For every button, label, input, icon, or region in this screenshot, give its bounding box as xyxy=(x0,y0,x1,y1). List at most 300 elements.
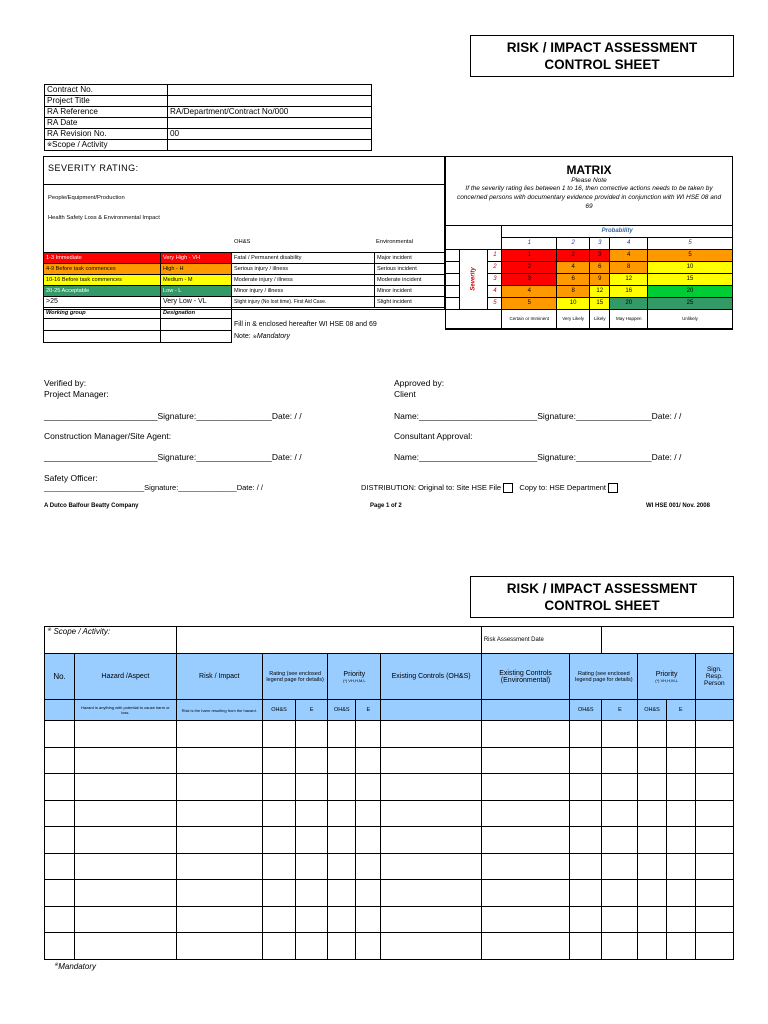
info-label: RA Reference xyxy=(45,107,168,118)
col-ohs-heading: OH&S xyxy=(234,239,251,245)
ohs-cell: Fatal / Permanent disability xyxy=(232,253,375,264)
blank xyxy=(695,700,733,721)
client-label: Client xyxy=(394,389,416,399)
ra-date-label: Risk Assessment Date xyxy=(481,627,602,654)
priority-sub: (*) VH,H,M,L xyxy=(342,677,366,683)
mandatory-mark: ※ xyxy=(47,142,53,148)
entry-cell[interactable] xyxy=(45,800,75,827)
sev-row-num: 3 xyxy=(488,273,502,285)
sev-row-num: 5 xyxy=(488,297,502,309)
entry-cell[interactable] xyxy=(176,774,262,801)
entry-cell[interactable] xyxy=(381,853,481,880)
matrix-cell: 3 xyxy=(502,273,557,285)
entry-cell[interactable] xyxy=(356,827,381,854)
entry-cell[interactable] xyxy=(666,747,695,774)
entry-cell[interactable] xyxy=(176,880,262,907)
rating-cell: Medium - M xyxy=(161,275,232,286)
entry-cell[interactable] xyxy=(666,827,695,854)
entry-cell[interactable] xyxy=(356,747,381,774)
entry-cell[interactable] xyxy=(570,906,602,933)
blank xyxy=(232,308,445,319)
matrix-cell: 5 xyxy=(502,297,557,309)
matrix-cell: 6 xyxy=(557,273,590,285)
entry-cell[interactable] xyxy=(638,747,666,774)
entry-cell[interactable] xyxy=(296,721,328,748)
blank xyxy=(446,297,460,309)
ra-date-value[interactable] xyxy=(602,627,734,654)
entry-cell[interactable] xyxy=(638,827,666,854)
table-row xyxy=(44,331,445,343)
matrix-cell: 16 xyxy=(610,285,648,297)
entry-cell[interactable] xyxy=(45,880,75,907)
entry-cell[interactable] xyxy=(570,774,602,801)
entry-cell[interactable] xyxy=(638,774,666,801)
working-group-label: Working group xyxy=(44,308,161,319)
header-row xyxy=(45,654,734,700)
prob-label: Very Likely xyxy=(557,309,590,328)
entry-cell[interactable] xyxy=(75,800,176,827)
entry-cell[interactable] xyxy=(602,933,638,960)
entry-cell[interactable] xyxy=(296,747,328,774)
pm-signature-line[interactable]: ________________________Signature:________________Date: / / xyxy=(44,411,302,421)
entry-cell[interactable] xyxy=(602,774,638,801)
range-cell: 4-9 Before task commences xyxy=(44,264,161,275)
entry-cell[interactable] xyxy=(602,800,638,827)
matrix-cell: 6 xyxy=(590,261,610,273)
entry-cell[interactable] xyxy=(356,721,381,748)
table-row xyxy=(44,286,445,297)
col-priority2 xyxy=(638,654,695,700)
entry-cell[interactable] xyxy=(570,933,602,960)
entry-cell[interactable] xyxy=(262,906,295,933)
entry-cell[interactable] xyxy=(666,853,695,880)
entry-cell[interactable] xyxy=(695,721,733,748)
ohs-cell: Slight injury (No lost time). First Aid Case. xyxy=(232,297,375,308)
sub-ohs: OH&S xyxy=(570,700,602,721)
entry-cell[interactable] xyxy=(45,774,75,801)
designation-label: Designation xyxy=(161,308,232,319)
rating-cell: High - H xyxy=(161,264,232,275)
entry-cell[interactable] xyxy=(328,880,356,907)
entry-cell[interactable] xyxy=(481,774,569,801)
entry-cell[interactable] xyxy=(75,853,176,880)
col-controls-env: Existing Controls (Environmental) xyxy=(481,654,569,700)
env-cell: Serious incident xyxy=(375,264,445,275)
matrix-cell: 2 xyxy=(557,249,590,261)
table-row xyxy=(44,253,445,264)
entry-cell[interactable] xyxy=(570,827,602,854)
entry-cell[interactable] xyxy=(176,747,262,774)
mandatory-mark: ※ xyxy=(252,333,257,340)
entry-cell[interactable] xyxy=(638,853,666,880)
info-row xyxy=(45,107,372,118)
env-cell: Slight incident xyxy=(375,297,445,308)
entry-cell[interactable] xyxy=(296,880,328,907)
entry-cell[interactable] xyxy=(381,933,481,960)
entry-cell[interactable] xyxy=(695,827,733,854)
probability-label: Probability xyxy=(502,226,733,238)
entry-cell[interactable] xyxy=(45,906,75,933)
matrix-cell: 25 xyxy=(648,297,733,309)
entry-cell[interactable] xyxy=(296,933,328,960)
entry-cell[interactable] xyxy=(176,906,262,933)
entry-cell[interactable] xyxy=(328,721,356,748)
entry-cell[interactable] xyxy=(356,933,381,960)
blank xyxy=(446,261,460,273)
matrix-table xyxy=(445,225,733,329)
entry-cell[interactable] xyxy=(481,721,569,748)
entry-cell[interactable] xyxy=(602,747,638,774)
note-cell xyxy=(232,331,445,343)
info-value[interactable] xyxy=(168,140,372,151)
entry-cell[interactable] xyxy=(602,853,638,880)
info-value[interactable]: RA/Department/Contract No/000 xyxy=(168,107,372,118)
entry-cell[interactable] xyxy=(638,800,666,827)
matrix-title: MATRIX xyxy=(566,163,612,177)
range-cell: 1-3 Immediate xyxy=(44,253,161,264)
entry-cell[interactable] xyxy=(481,853,569,880)
matrix-cell: 2 xyxy=(502,261,557,273)
entry-cell[interactable] xyxy=(638,933,666,960)
sheet1-title-box xyxy=(470,35,734,77)
entry-cell[interactable] xyxy=(356,853,381,880)
matrix-cell: 1 xyxy=(502,249,557,261)
entry-cell[interactable] xyxy=(602,880,638,907)
doc-ref-footer: WI HSE 001/ Nov. 2008 xyxy=(646,503,710,509)
entry-cell[interactable] xyxy=(570,800,602,827)
table-row xyxy=(45,853,734,880)
site-hse-checkbox[interactable] xyxy=(503,483,513,493)
matrix-cell: 3 xyxy=(590,249,610,261)
table-row xyxy=(44,319,445,331)
blank xyxy=(446,249,460,261)
table-row xyxy=(446,273,733,285)
info-row xyxy=(45,96,372,107)
entry-cell[interactable] xyxy=(481,906,569,933)
blank xyxy=(446,237,502,249)
col-sign: Sign. Resp. Person xyxy=(695,654,733,700)
designation-cell[interactable] xyxy=(161,319,232,331)
sheet1-title-line1: RISK / IMPACT ASSESSMENT xyxy=(506,40,698,55)
entry-cell[interactable] xyxy=(695,747,733,774)
info-label xyxy=(45,140,168,151)
table-row xyxy=(446,226,733,238)
prob-col-header: 1 xyxy=(502,237,557,249)
entry-cell[interactable] xyxy=(296,800,328,827)
entry-cell[interactable] xyxy=(695,933,733,960)
prob-col-header: 2 xyxy=(557,237,590,249)
project-manager-label: Project Manager: xyxy=(44,389,109,399)
severity-table xyxy=(43,252,445,343)
matrix-cell: 20 xyxy=(648,285,733,297)
entry-cell[interactable] xyxy=(75,721,176,748)
sub-e: E xyxy=(356,700,381,721)
entry-cell[interactable] xyxy=(262,800,295,827)
rating-cell: Very Low - VL xyxy=(161,297,232,308)
entry-cell[interactable] xyxy=(666,880,695,907)
entry-cell[interactable] xyxy=(75,747,176,774)
copy-to-label: Copy to: HSE Department xyxy=(519,483,607,492)
sub-ohs: OH&S xyxy=(328,700,356,721)
entry-cell[interactable] xyxy=(481,747,569,774)
entry-cell[interactable] xyxy=(328,747,356,774)
entry-cell[interactable] xyxy=(328,800,356,827)
distribution-label: DISTRIBUTION: Original to: Site HSE File xyxy=(361,483,502,492)
entry-cell[interactable] xyxy=(296,774,328,801)
table-row xyxy=(446,249,733,261)
entry-cell[interactable] xyxy=(296,906,328,933)
entry-cell[interactable] xyxy=(570,880,602,907)
matrix-cell: 5 xyxy=(648,249,733,261)
entry-cell[interactable] xyxy=(75,827,176,854)
hse-dept-checkbox[interactable] xyxy=(608,483,618,493)
priority-label: Priority xyxy=(343,670,366,678)
blank xyxy=(381,700,481,721)
matrix-cell: 15 xyxy=(648,273,733,285)
matrix-cell: 9 xyxy=(590,273,610,285)
table-row xyxy=(44,297,445,308)
entry-cell[interactable] xyxy=(176,853,262,880)
entry-cell[interactable] xyxy=(356,880,381,907)
working-group-cell[interactable] xyxy=(44,331,161,343)
blank xyxy=(446,273,460,285)
table-row xyxy=(44,264,445,275)
matrix-cell: 15 xyxy=(590,297,610,309)
entry-cell[interactable] xyxy=(666,800,695,827)
mandatory-footnote xyxy=(54,962,96,971)
table-row xyxy=(45,747,734,774)
prob-col-header: 3 xyxy=(590,237,610,249)
so-signature-line[interactable]: ________________________Signature:______________Date: / / xyxy=(44,483,263,492)
entry-cell[interactable] xyxy=(381,827,481,854)
entry-cell[interactable] xyxy=(328,933,356,960)
entry-cell[interactable] xyxy=(328,853,356,880)
matrix-cell: 12 xyxy=(590,285,610,297)
entry-cell[interactable] xyxy=(296,827,328,854)
entry-cell[interactable] xyxy=(262,880,295,907)
entry-cell[interactable] xyxy=(75,906,176,933)
prob-label: Unlikely xyxy=(648,309,733,328)
matrix-cell: 4 xyxy=(502,285,557,297)
entry-cell[interactable] xyxy=(75,933,176,960)
sheet2-title-box xyxy=(470,576,734,618)
entry-cell[interactable] xyxy=(176,827,262,854)
consultant-signature-line[interactable]: Name:_________________________Signature:________________Date: / / xyxy=(394,452,682,462)
severity-title: SEVERITY RATING: xyxy=(48,163,139,173)
sheet2-title-line1: RISK / IMPACT ASSESSMENT xyxy=(506,581,698,596)
entry-cell[interactable] xyxy=(75,880,176,907)
client-signature-line[interactable]: Name:_________________________Signature:________________Date: / / xyxy=(394,411,682,421)
matrix-text: If the severity rating lies between 1 to 16, then corrective actions needs to be taken by concerned persons with documentary evidence provided in conjunction with WI HSE 08 and 69 xyxy=(456,185,722,210)
cm-signature-line[interactable]: ________________________Signature:________________Date: / / xyxy=(44,452,302,462)
sev-row-num: 4 xyxy=(488,285,502,297)
prob-col-header: 4 xyxy=(610,237,648,249)
scope-label: Scope / Activity xyxy=(52,140,108,149)
entry-cell[interactable] xyxy=(262,933,295,960)
blank xyxy=(481,700,569,721)
table-row xyxy=(44,275,445,286)
entry-cell[interactable] xyxy=(176,933,262,960)
entry-cell[interactable] xyxy=(381,906,481,933)
table-row xyxy=(45,774,734,801)
entry-cell[interactable] xyxy=(328,906,356,933)
mandatory-note: Mandatory xyxy=(58,962,96,971)
severity-section xyxy=(43,156,445,358)
env-cell: Moderate incident xyxy=(375,275,445,286)
entry-cell[interactable] xyxy=(262,853,295,880)
blank xyxy=(446,226,502,238)
entry-cell[interactable] xyxy=(381,747,481,774)
entry-cell[interactable] xyxy=(570,853,602,880)
matrix-cell: 8 xyxy=(610,261,648,273)
rating-cell: Very High - VH xyxy=(161,253,232,264)
health-line: Health Safety Loss & Environmental Impact xyxy=(48,215,160,221)
entry-cell[interactable] xyxy=(328,774,356,801)
entry-cell[interactable] xyxy=(570,721,602,748)
ohs-cell: Moderate injury / illness xyxy=(232,275,375,286)
entry-cell[interactable] xyxy=(695,774,733,801)
entry-cell[interactable] xyxy=(356,906,381,933)
entry-cell[interactable] xyxy=(176,721,262,748)
prob-label: May Happen xyxy=(610,309,648,328)
col-risk: Risk / Impact xyxy=(176,654,262,700)
entry-cell[interactable] xyxy=(45,747,75,774)
sub-ohs: OH&S xyxy=(262,700,295,721)
entry-cell[interactable] xyxy=(381,880,481,907)
col-hazard: Hazard /Aspect xyxy=(75,654,176,700)
working-group-cell[interactable] xyxy=(44,319,161,331)
table-row xyxy=(45,721,734,748)
sheet2-title-line2: CONTROL SHEET xyxy=(544,598,660,613)
safety-officer-label: Safety Officer: xyxy=(44,473,98,483)
entry-cell[interactable] xyxy=(262,747,295,774)
entry-cell[interactable] xyxy=(381,721,481,748)
info-row xyxy=(45,118,372,129)
entry-cell[interactable] xyxy=(481,827,569,854)
entry-cell[interactable] xyxy=(695,880,733,907)
col-env-heading: Environmental xyxy=(376,239,414,245)
table-row xyxy=(446,285,733,297)
info-value[interactable]: 00 xyxy=(168,129,372,140)
entry-cell[interactable] xyxy=(381,774,481,801)
prob-label: Likely xyxy=(590,309,610,328)
col-rating2: Rating (see enclosed legend page for details) xyxy=(570,654,638,700)
entry-cell[interactable] xyxy=(666,721,695,748)
table-row xyxy=(44,308,445,319)
entry-cell[interactable] xyxy=(296,853,328,880)
info-value[interactable] xyxy=(168,85,372,96)
entry-cell[interactable] xyxy=(45,827,75,854)
entry-cell[interactable] xyxy=(602,827,638,854)
entry-cell[interactable] xyxy=(602,906,638,933)
hazard-note: Hazard is anything with potential to cause harm or loss. xyxy=(75,700,176,721)
entry-cell[interactable] xyxy=(356,774,381,801)
matrix-cell: 10 xyxy=(648,261,733,273)
divider xyxy=(43,184,445,185)
blank-rows xyxy=(45,721,734,960)
info-row xyxy=(45,85,372,96)
info-label: RA Date xyxy=(45,118,168,129)
table-row xyxy=(45,933,734,960)
info-value[interactable] xyxy=(168,118,372,129)
sub-e: E xyxy=(602,700,638,721)
entry-cell[interactable] xyxy=(75,774,176,801)
ohs-cell: Serious injury / illness xyxy=(232,264,375,275)
scope-label: Scope / Activity: xyxy=(53,627,111,636)
entry-cell[interactable] xyxy=(602,721,638,748)
info-table xyxy=(44,84,372,151)
table-row xyxy=(446,309,733,328)
please-note: Please Note xyxy=(571,177,607,184)
table-row xyxy=(45,880,734,907)
entry-cell[interactable] xyxy=(381,800,481,827)
sheet1-title-line2: CONTROL SHEET xyxy=(544,57,660,72)
entry-cell[interactable] xyxy=(45,721,75,748)
entry-cell[interactable] xyxy=(638,721,666,748)
table-row xyxy=(446,297,733,309)
scope-cell xyxy=(45,627,177,654)
entry-cell[interactable] xyxy=(481,800,569,827)
info-row xyxy=(45,140,372,151)
range-cell: >25 xyxy=(44,297,161,308)
col-priority xyxy=(328,654,381,700)
entry-cell[interactable] xyxy=(666,774,695,801)
entry-cell[interactable] xyxy=(638,880,666,907)
entry-cell[interactable] xyxy=(45,853,75,880)
table-row xyxy=(446,261,733,273)
info-value[interactable] xyxy=(168,96,372,107)
entry-cell[interactable] xyxy=(638,906,666,933)
severity-vertical-label: Severity xyxy=(460,249,488,309)
sub-ohs: OH&S xyxy=(638,700,666,721)
table-row xyxy=(45,800,734,827)
info-label: RA Revision No. xyxy=(45,129,168,140)
entry-cell[interactable] xyxy=(695,906,733,933)
scope-value[interactable] xyxy=(176,627,481,654)
priority2-sub: (*) VH,H,M,L xyxy=(655,677,678,683)
matrix-cell: 4 xyxy=(610,249,648,261)
entry-cell[interactable] xyxy=(666,933,695,960)
col-rating: Rating (see enclosed legend page for details) xyxy=(262,654,327,700)
matrix-cell: 12 xyxy=(610,273,648,285)
col-controls-ohs: Existing Controls (OH&S) xyxy=(381,654,481,700)
entry-cell[interactable] xyxy=(262,721,295,748)
note-mandatory: Mandatory xyxy=(256,332,290,340)
entry-cell[interactable] xyxy=(328,827,356,854)
table-row xyxy=(45,906,734,933)
entry-cell[interactable] xyxy=(45,933,75,960)
prob-col-header: 5 xyxy=(648,237,733,249)
table-row xyxy=(446,237,733,249)
sev-row-num: 2 xyxy=(488,261,502,273)
entry-cell[interactable] xyxy=(570,747,602,774)
entry-cell[interactable] xyxy=(262,774,295,801)
entry-cell[interactable] xyxy=(481,933,569,960)
verified-by: Verified by: xyxy=(44,378,87,388)
entry-cell[interactable] xyxy=(262,827,295,854)
blank xyxy=(446,309,502,328)
entry-cell[interactable] xyxy=(695,800,733,827)
col-no: No. xyxy=(45,654,75,700)
entry-cell[interactable] xyxy=(666,906,695,933)
people-line: People/Equipment/Production xyxy=(48,195,125,201)
designation-cell[interactable] xyxy=(161,331,232,343)
entry-cell[interactable] xyxy=(695,853,733,880)
blank xyxy=(446,285,460,297)
entry-cell[interactable] xyxy=(356,800,381,827)
entry-cell[interactable] xyxy=(481,880,569,907)
entry-cell[interactable] xyxy=(176,800,262,827)
